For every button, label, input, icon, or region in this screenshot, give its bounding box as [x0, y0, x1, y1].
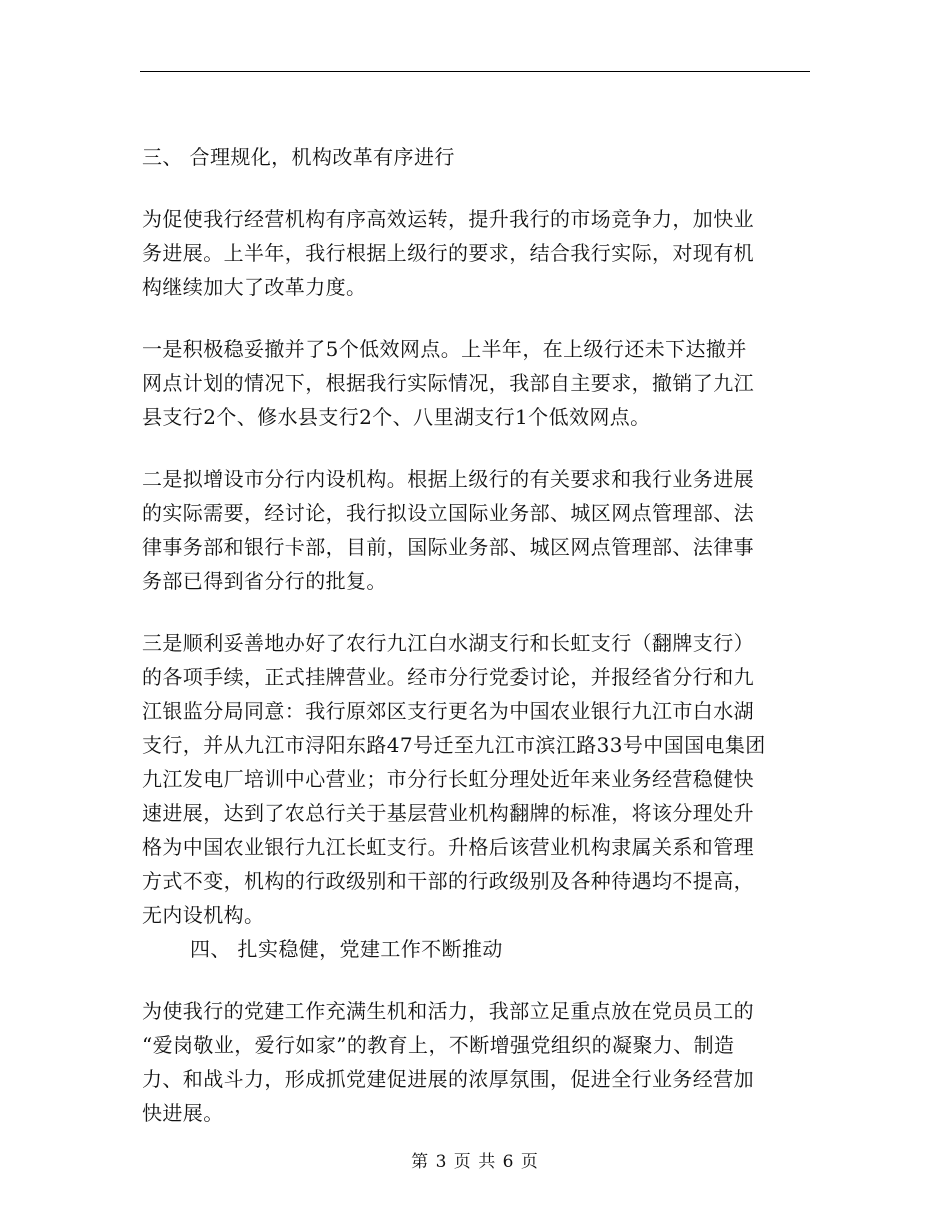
paragraph-line: 的实际需要，经讨论，我行拟设立国际业务部、城区网点管理部、法 [142, 501, 754, 525]
paragraph-line: 江银监分局同意：我行原郊区支行更名为中国农业银行九江市白水湖 [142, 699, 754, 723]
paragraph-line: 力、和战斗力，形成抓党建促进展的浓厚氛围，促进全行业务经营加 [142, 1067, 754, 1091]
paragraph-line: 务进展。上半年，我行根据上级行的要求，结合我行实际，对现有机 [142, 241, 754, 265]
paragraph-line: 支行，并从九江市浔阳东路47号迁至九江市滨江路33号中国国电集团 [142, 733, 766, 757]
paragraph-line: 无内设机构。 [142, 903, 265, 927]
paragraph-line: 为促使我行经营机构有序高效运转，提升我行的市场竞争力，加快业 [142, 207, 754, 231]
spacer [142, 966, 810, 994]
item-1-paragraph [142, 332, 810, 434]
paragraph-line: 方式不变，机构的行政级别和干部的行政级别及各种待遇均不提高， [142, 869, 754, 893]
paragraph-line: 一是积极稳妥撤并了5个低效网点。上半年，在上级行还未下达撤并 [142, 337, 747, 361]
spacer [142, 174, 810, 202]
paragraph-line: 务部已得到省分行的批复。 [142, 569, 387, 593]
paragraph-line: 律事务部和银行卡部，目前，国际业务部、城区网点管理部、法律事 [142, 535, 754, 559]
paragraph-line: 快进展。 [142, 1101, 224, 1125]
paragraph-line: 格为中国农业银行九江长虹支行。升格后该营业机构隶属关系和管理 [142, 835, 754, 859]
section-3-heading: 三、 合理规化，机构改革有序进行 [142, 145, 455, 169]
page-number: 第 3 页 共 6 页 [411, 1152, 539, 1172]
paragraph-line: 网点计划的情况下，根据我行实际情况，我部自主要求，撤销了九江 [142, 371, 754, 395]
header-rule [140, 71, 810, 72]
paragraph-line: 为使我行的党建工作充满生机和活力，我部立足重点放在党员员工的 [142, 999, 754, 1023]
item-3-paragraph [142, 626, 810, 932]
section-4-intro-paragraph [142, 994, 810, 1130]
spacer [142, 598, 810, 626]
item-2-paragraph [142, 462, 810, 598]
paragraph-line: 县支行2个、修水县支行2个、八里湖支行1个低效网点。 [142, 405, 651, 429]
paragraph-line: “爱岗敬业，爱行如家”的教育上，不断增强党组织的凝聚力、制造 [142, 1033, 735, 1057]
paragraph-line: 二是拟增设市分行内设机构。根据上级行的有关要求和我行业务进展 [142, 467, 754, 491]
document-body [142, 140, 810, 1130]
paragraph-line: 构继续加大了改革力度。 [142, 275, 367, 299]
paragraph-line: 速进展，达到了农总行关于基层营业机构翻牌的标准，将该分理处升 [142, 801, 754, 825]
spacer [142, 304, 810, 332]
paragraph-line: 的各项手续，正式挂牌营业。经市分行党委讨论，并报经省分行和九 [142, 665, 754, 689]
section-4-heading: 四、 扎实稳健，党建工作不断推动 [190, 937, 503, 961]
spacer [142, 434, 810, 462]
paragraph-line: 九江发电厂培训中心营业；市分行长虹分理处近年来业务经营稳健快 [142, 767, 754, 791]
section-3-intro-paragraph [142, 202, 810, 304]
paragraph-line: 三是顺利妥善地办好了农行九江白水湖支行和长虹支行（翻牌支行） [142, 631, 754, 655]
